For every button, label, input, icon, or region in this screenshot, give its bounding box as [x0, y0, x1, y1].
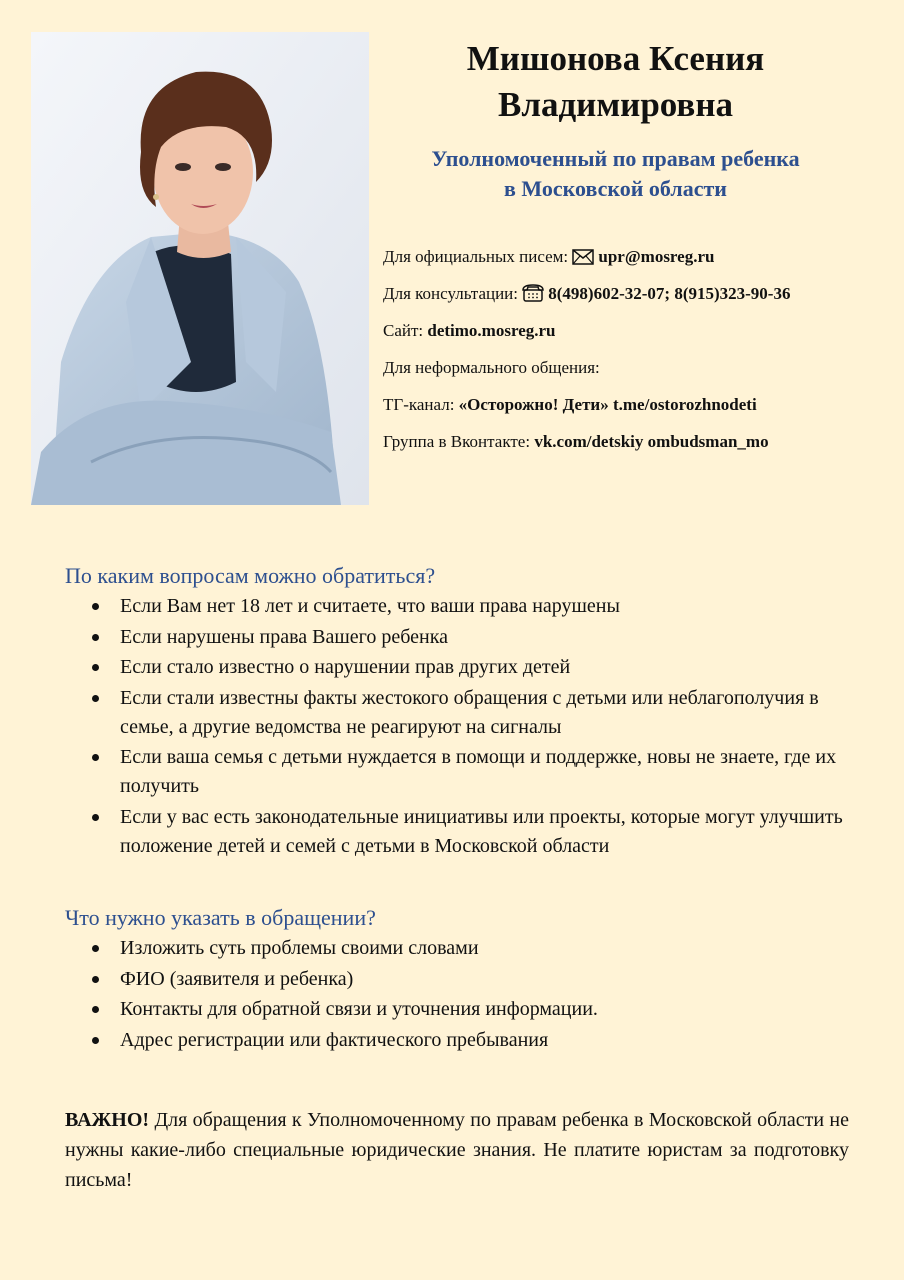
contact-informal	[383, 355, 883, 392]
vk-link[interactable]: vk.com/detskiy ombudsman_mo	[534, 432, 769, 451]
letters-label: Для официальных писем:	[383, 247, 569, 266]
list-item-text: Если нарушены права Вашего ребенка	[120, 625, 449, 648]
list-item-text: Адрес регистрации или фактического пребывания	[120, 1028, 549, 1051]
letters-email-link[interactable]: upr@mosreg.ru	[598, 247, 715, 266]
person-name	[388, 36, 843, 128]
list-item-text: Если стали известны факты жестокого обращения с детьми или неблагополучия в семье, а другие ведомства не реагируют на сигналы	[120, 686, 819, 738]
vk-label: Группа в Вконтакте:	[383, 432, 531, 451]
bullet-icon	[92, 695, 99, 702]
important-text: Для обращения к Уполномоченному по правам ребенка в Московской области не нужны какие-либо специальные юридические знания. Не платите юристам за подготовку письма!	[65, 1109, 849, 1191]
list-item-text: Если у вас есть законодательные инициативы или проекты, которые могут улучшить положение детей и семей с детьми в Московской области	[120, 805, 843, 857]
list-item	[92, 803, 862, 861]
consult-phones[interactable]: 8(498)602-32-07; 8(915)323-90-36	[548, 284, 791, 303]
position-line-2: в Московской области	[504, 176, 727, 201]
list-item-text: ФИО (заявителя и ребенка)	[120, 967, 354, 990]
name-line-1: Мишонова Ксения	[466, 39, 765, 78]
list-item	[92, 965, 862, 994]
list-item	[92, 653, 862, 682]
position-line-1: Уполномоченный по правам ребенка	[431, 146, 800, 171]
important-note	[65, 1105, 849, 1195]
bullet-icon	[92, 603, 99, 610]
bullet-icon	[92, 1006, 99, 1013]
bullet-icon	[92, 1037, 99, 1044]
site-link[interactable]: detimo.mosreg.ru	[427, 321, 556, 340]
contact-letters	[383, 244, 883, 281]
list-item	[92, 934, 862, 963]
list-item	[92, 743, 862, 801]
tg-label: ТГ-канал:	[383, 395, 455, 414]
informal-label: Для неформального общения:	[383, 358, 600, 377]
contact-site	[383, 318, 883, 355]
bullet-icon	[92, 754, 99, 761]
bullet-icon	[92, 634, 99, 641]
name-line-2: Владимировна	[497, 85, 734, 124]
bullet-icon	[92, 664, 99, 671]
list-item-text: Изложить суть проблемы своими словами	[120, 937, 479, 959]
list-item	[92, 684, 862, 742]
position-title	[388, 144, 843, 204]
contact-telegram	[383, 392, 883, 429]
portrait-illustration	[31, 32, 369, 505]
envelope-icon	[572, 247, 594, 273]
bullet-icon	[92, 814, 99, 821]
list-item-text: Если ваша семья с детьми нуждается в помощи и поддержке, новы не знаете, где их получить	[120, 746, 837, 797]
bullet-icon	[92, 976, 99, 983]
phone-icon	[522, 284, 544, 310]
contacts-block	[383, 244, 883, 466]
tg-link[interactable]: «Осторожно! Дети» t.me/ostorozhnodeti	[458, 395, 757, 414]
list-item-text: Если стало известно о нарушении прав других детей	[120, 656, 571, 678]
list-item	[92, 995, 862, 1024]
portrait-photo	[31, 32, 369, 505]
section2-list	[92, 934, 862, 1056]
section2-title: Что нужно указать в обращении?	[65, 905, 376, 930]
contact-consult	[383, 281, 883, 318]
bullet-icon	[92, 945, 99, 952]
section1-list	[92, 592, 862, 862]
list-item	[92, 592, 862, 621]
consult-label: Для консультации:	[383, 284, 519, 303]
list-item-text: Если Вам нет 18 лет и считаете, что ваши права нарушены	[120, 595, 620, 617]
site-label: Сайт:	[383, 321, 424, 340]
contact-vk	[383, 429, 883, 466]
list-item	[92, 1026, 862, 1055]
important-label: ВАЖНО!	[65, 1109, 150, 1131]
section1-title: По каким вопросам можно обратиться?	[65, 563, 436, 588]
list-item	[92, 623, 862, 652]
list-item-text: Контакты для обратной связи и уточнения информации.	[120, 998, 598, 1020]
